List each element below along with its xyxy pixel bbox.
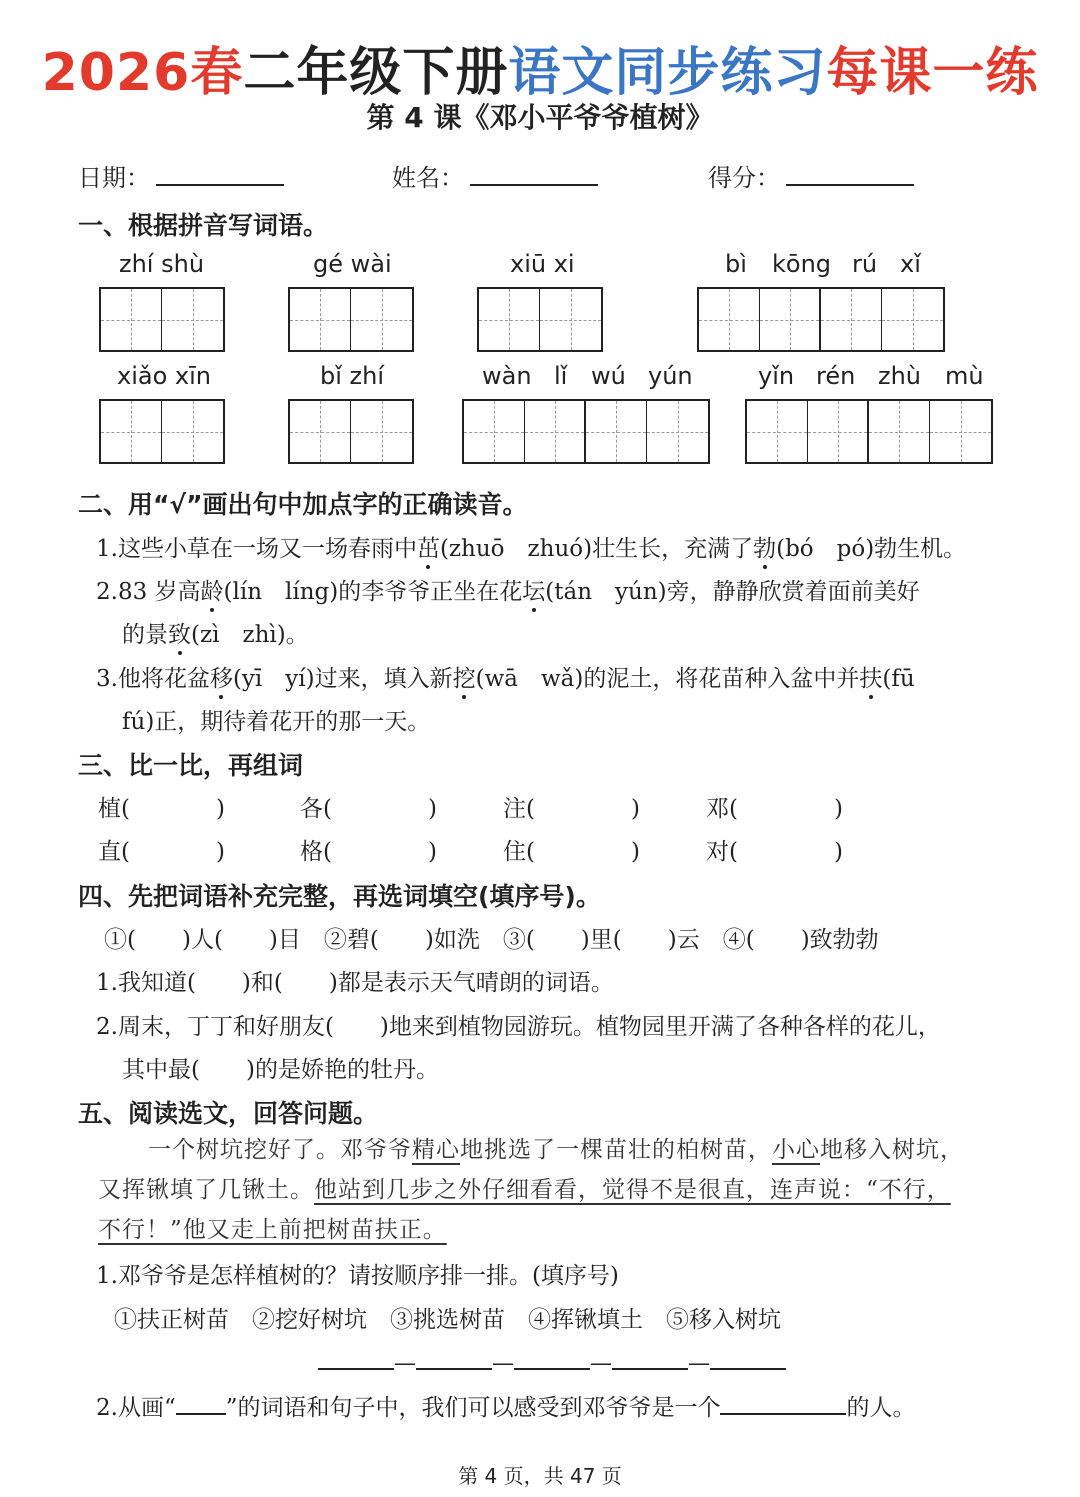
question-line: 1.邓爷爷是怎样植树的？请按顺序排一排。(填序号) [96, 1263, 619, 1289]
writing-grid[interactable] [477, 287, 603, 352]
question-line: fú)正，期待着花开的那一天。 [122, 709, 431, 735]
idiom-options[interactable]: ①( )人( )目 ②碧( )如洗 ③( )里( )云 ④( )致勃勃 [104, 927, 879, 953]
pinyin: xiǎo xīn [117, 362, 211, 390]
dotted-char: 茁 [417, 530, 440, 563]
name-field[interactable] [392, 158, 598, 193]
dotted-char: 移 [210, 660, 233, 693]
compare-item[interactable]: 注( ) [503, 796, 640, 822]
section2-title: 二、用“√”画出句中加点字的正确读音。 [78, 490, 528, 519]
section4-title: 四、先把词语补充完整，再选词填空(填序号)。 [78, 882, 601, 911]
score-label: 得分： [708, 164, 780, 192]
pinyin: yún [648, 362, 693, 390]
pinyin: mù [945, 362, 984, 390]
compare-item[interactable]: 邓( ) [706, 796, 843, 822]
writing-grid[interactable] [288, 399, 414, 464]
answer-blank[interactable] [720, 1391, 846, 1415]
date-blank[interactable] [156, 160, 284, 186]
pinyin: rén [816, 362, 856, 390]
pinyin: bì [725, 250, 747, 278]
dotted-char: 致 [168, 616, 191, 649]
reading-passage: 一个树坑挖好了。邓爷爷精心地挑选了一棵苗壮的柏树苗，小心地移入树坑， 又挥锹填了几锹土。他站到几步之外仔细看看，觉得不是很直，连声说：“不行， 不行！”他又走上前把树苗扶正。 [98, 1137, 964, 1243]
order-answer[interactable]: — — — — [318, 1346, 786, 1376]
pinyin: wàn [482, 362, 532, 390]
name-blank[interactable] [470, 160, 598, 186]
dotted-char: 挖 [453, 660, 476, 693]
underlined-word: 精心 [412, 1137, 460, 1163]
title-subject: 语文同步练习 [508, 43, 827, 103]
compare-item[interactable]: 住( ) [503, 839, 640, 865]
dotted-char: 坛 [522, 573, 545, 606]
question-line: 的景致(zì zhì)。 [122, 616, 309, 649]
pinyin: wú [591, 362, 626, 390]
lesson-subtitle: 第 4 课《邓小平爷爷植树》 [366, 101, 714, 134]
writing-grid[interactable] [99, 399, 225, 464]
question-line: 2.从画“ ”的词语和句子中，我们可以感受到邓爷爷是一个 的人。 [96, 1389, 915, 1422]
pinyin: lǐ [554, 362, 568, 390]
pinyin: xǐ [900, 250, 921, 278]
compare-item[interactable]: 对( ) [706, 839, 843, 865]
question-line: 3.他将花盆移(yī yí)过来，填入新挖(wā wǎ)的泥土，将花苗种入盆中并扶(fū [96, 660, 915, 693]
section1-title: 一、根据拼音写词语。 [78, 211, 329, 240]
dotted-char: 龄 [201, 573, 224, 606]
section3-title: 三、比一比，再组词 [78, 751, 304, 780]
question-line[interactable]: 2.周末，丁丁和好朋友( )地来到植物园游玩。植物园里开满了各种各样的花儿， [96, 1014, 941, 1040]
date-field[interactable] [78, 158, 284, 193]
info-row [78, 158, 938, 194]
page-footer: 第 4 页，共 47 页 [458, 1464, 622, 1488]
writing-grid[interactable] [745, 399, 993, 464]
underline-sample [176, 1391, 226, 1415]
answer-blank[interactable] [710, 1346, 786, 1370]
pinyin: rú [852, 250, 878, 278]
section5-title: 五、阅读选文，回答问题。 [78, 1099, 379, 1128]
page-title [0, 30, 1080, 105]
question-line: 2.83 岁高龄(lín líng)的李爷爷正坐在花坛(tán yún)旁，静静欣赏着面前美好 [96, 573, 920, 606]
question-line[interactable]: 1.我知道( )和( )都是表示天气晴朗的词语。 [96, 970, 614, 996]
pinyin: gé wài [313, 250, 392, 278]
question-line[interactable]: 其中最( )的是娇艳的牡丹。 [122, 1057, 439, 1083]
pinyin: bǐ zhí [320, 362, 385, 390]
title-grade: 二年级下册 [243, 43, 509, 103]
title-year: 2026春 [41, 43, 244, 103]
writing-grid[interactable] [99, 287, 225, 352]
dotted-char: 扶 [859, 660, 882, 693]
answer-blank[interactable] [612, 1346, 688, 1370]
pinyin: zhù [878, 362, 922, 390]
compare-item[interactable]: 格( ) [300, 839, 437, 865]
score-blank[interactable] [786, 160, 914, 186]
question-line: 1.这些小草在一场又一场春雨中茁(zhuō zhuó)壮生长，充满了勃(bó pó)勃生机。 [96, 530, 966, 563]
pinyin: kōng [772, 250, 832, 278]
pinyin: yǐn [758, 362, 795, 390]
writing-grid[interactable] [462, 399, 710, 464]
pinyin: xiū xi [510, 250, 575, 278]
writing-grid[interactable] [288, 287, 414, 352]
writing-grid[interactable] [697, 287, 945, 352]
score-field[interactable] [708, 158, 914, 193]
underlined-sentence: 不行！”他又走上前把树苗扶正。 [98, 1217, 447, 1243]
date-label: 日期： [78, 164, 150, 192]
step-options: ①扶正树苗 ②挖好树坑 ③挑选树苗 ④挥锹填土 ⑤移入树坑 [114, 1307, 781, 1333]
answer-blank[interactable] [318, 1346, 394, 1370]
dotted-char: 勃 [753, 530, 776, 563]
compare-item[interactable]: 植( ) [98, 796, 225, 822]
compare-item[interactable]: 直( ) [98, 839, 225, 865]
name-label: 姓名： [392, 164, 464, 192]
answer-blank[interactable] [514, 1346, 590, 1370]
title-tail: 每课一练 [826, 43, 1039, 103]
underlined-sentence: 他站到几步之外仔细看看，觉得不是很直，连声说：“不行， [314, 1177, 951, 1203]
compare-item[interactable]: 各( ) [300, 796, 437, 822]
underlined-word: 小心 [772, 1137, 820, 1163]
pinyin: zhí shù [119, 250, 205, 278]
answer-blank[interactable] [416, 1346, 492, 1370]
